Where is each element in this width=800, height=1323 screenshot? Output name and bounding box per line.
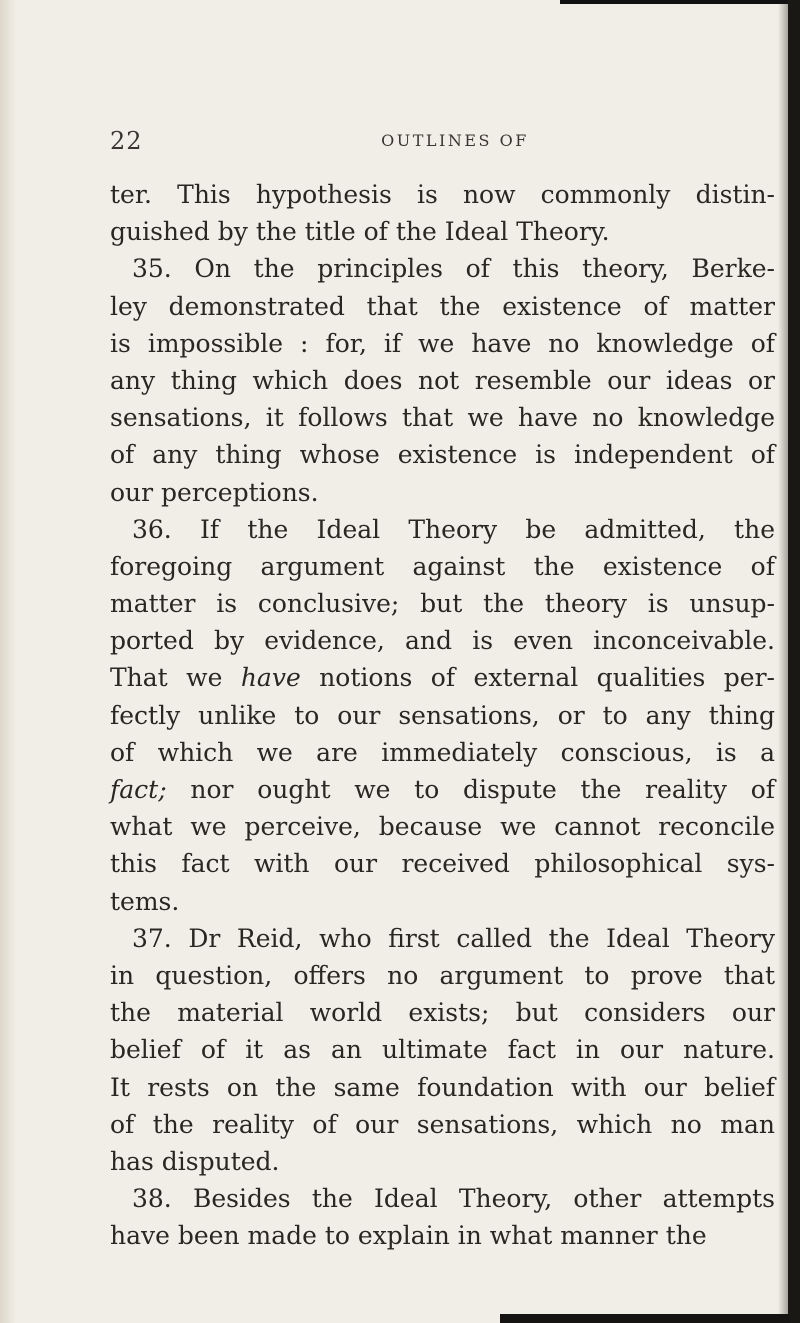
text-line: of any thing whose existence is independent of <box>110 440 775 470</box>
bottom-page-edge <box>500 1314 790 1323</box>
text-line: 38. Besides the Ideal Theory, other attempts <box>132 1184 775 1214</box>
text-line: have been made to explain in what manner the <box>110 1221 707 1251</box>
text-line: ter. This hypothesis is now commonly distin- <box>110 180 775 209</box>
emphasis: fact; <box>110 775 167 804</box>
text-line: tems. <box>110 886 180 916</box>
text-line: in question, offers no argument to prove that <box>110 960 775 990</box>
text-line: 36. If the Ideal Theory be admitted, the <box>132 514 775 544</box>
text-line: the material world exists; but considers our <box>110 998 775 1028</box>
text-line: fectly unlike to our sensations, or to any thing <box>110 700 775 730</box>
body-text <box>110 176 775 1254</box>
right-page-edge <box>788 0 800 1323</box>
text-line: That we have notions of external qualities per- <box>110 663 775 693</box>
page-header <box>110 127 760 159</box>
text-line: fact; nor ought we to dispute the reality of <box>110 775 775 804</box>
running-head: OUTLINES OF <box>381 131 529 150</box>
gutter-shadow <box>0 0 16 1323</box>
text-line: 37. Dr Reid, who first called the Ideal Theory <box>132 923 775 953</box>
text-line: our perceptions. <box>110 477 319 507</box>
text-line: matter is conclusive; but the theory is unsup- <box>110 589 775 619</box>
text-line: guished by the title of the Ideal Theory. <box>110 217 610 247</box>
text-line: what we perceive, because we cannot reconcile <box>110 812 775 842</box>
text-line: has disputed. <box>110 1146 280 1176</box>
text-line: 35. On the principles of this theory, Berke- <box>132 254 775 284</box>
text-line: is impossible : for, if we have no knowledge of <box>110 328 775 358</box>
text-line: of which we are immediately conscious, is a <box>110 737 775 767</box>
text-line: of the reality of our sensations, which no man <box>110 1109 775 1139</box>
emphasis: have <box>240 663 301 693</box>
text-line: It rests on the same foundation with our belief <box>110 1072 775 1102</box>
page-number: 22 <box>110 127 143 155</box>
text-line: belief of it as an ultimate fact in our nature. <box>110 1035 775 1065</box>
text-line: this fact with our received philosophical sys- <box>110 849 775 879</box>
text-line: ported by evidence, and is even inconceivable. <box>110 626 775 656</box>
text-line: foregoing argument against the existence of <box>110 551 775 581</box>
top-page-edge <box>560 0 788 4</box>
text-line: any thing which does not resemble our ideas or <box>110 365 775 395</box>
text-line: sensations, it follows that we have no knowledge <box>110 403 775 433</box>
text-line: ley demonstrated that the existence of matter <box>110 291 775 321</box>
